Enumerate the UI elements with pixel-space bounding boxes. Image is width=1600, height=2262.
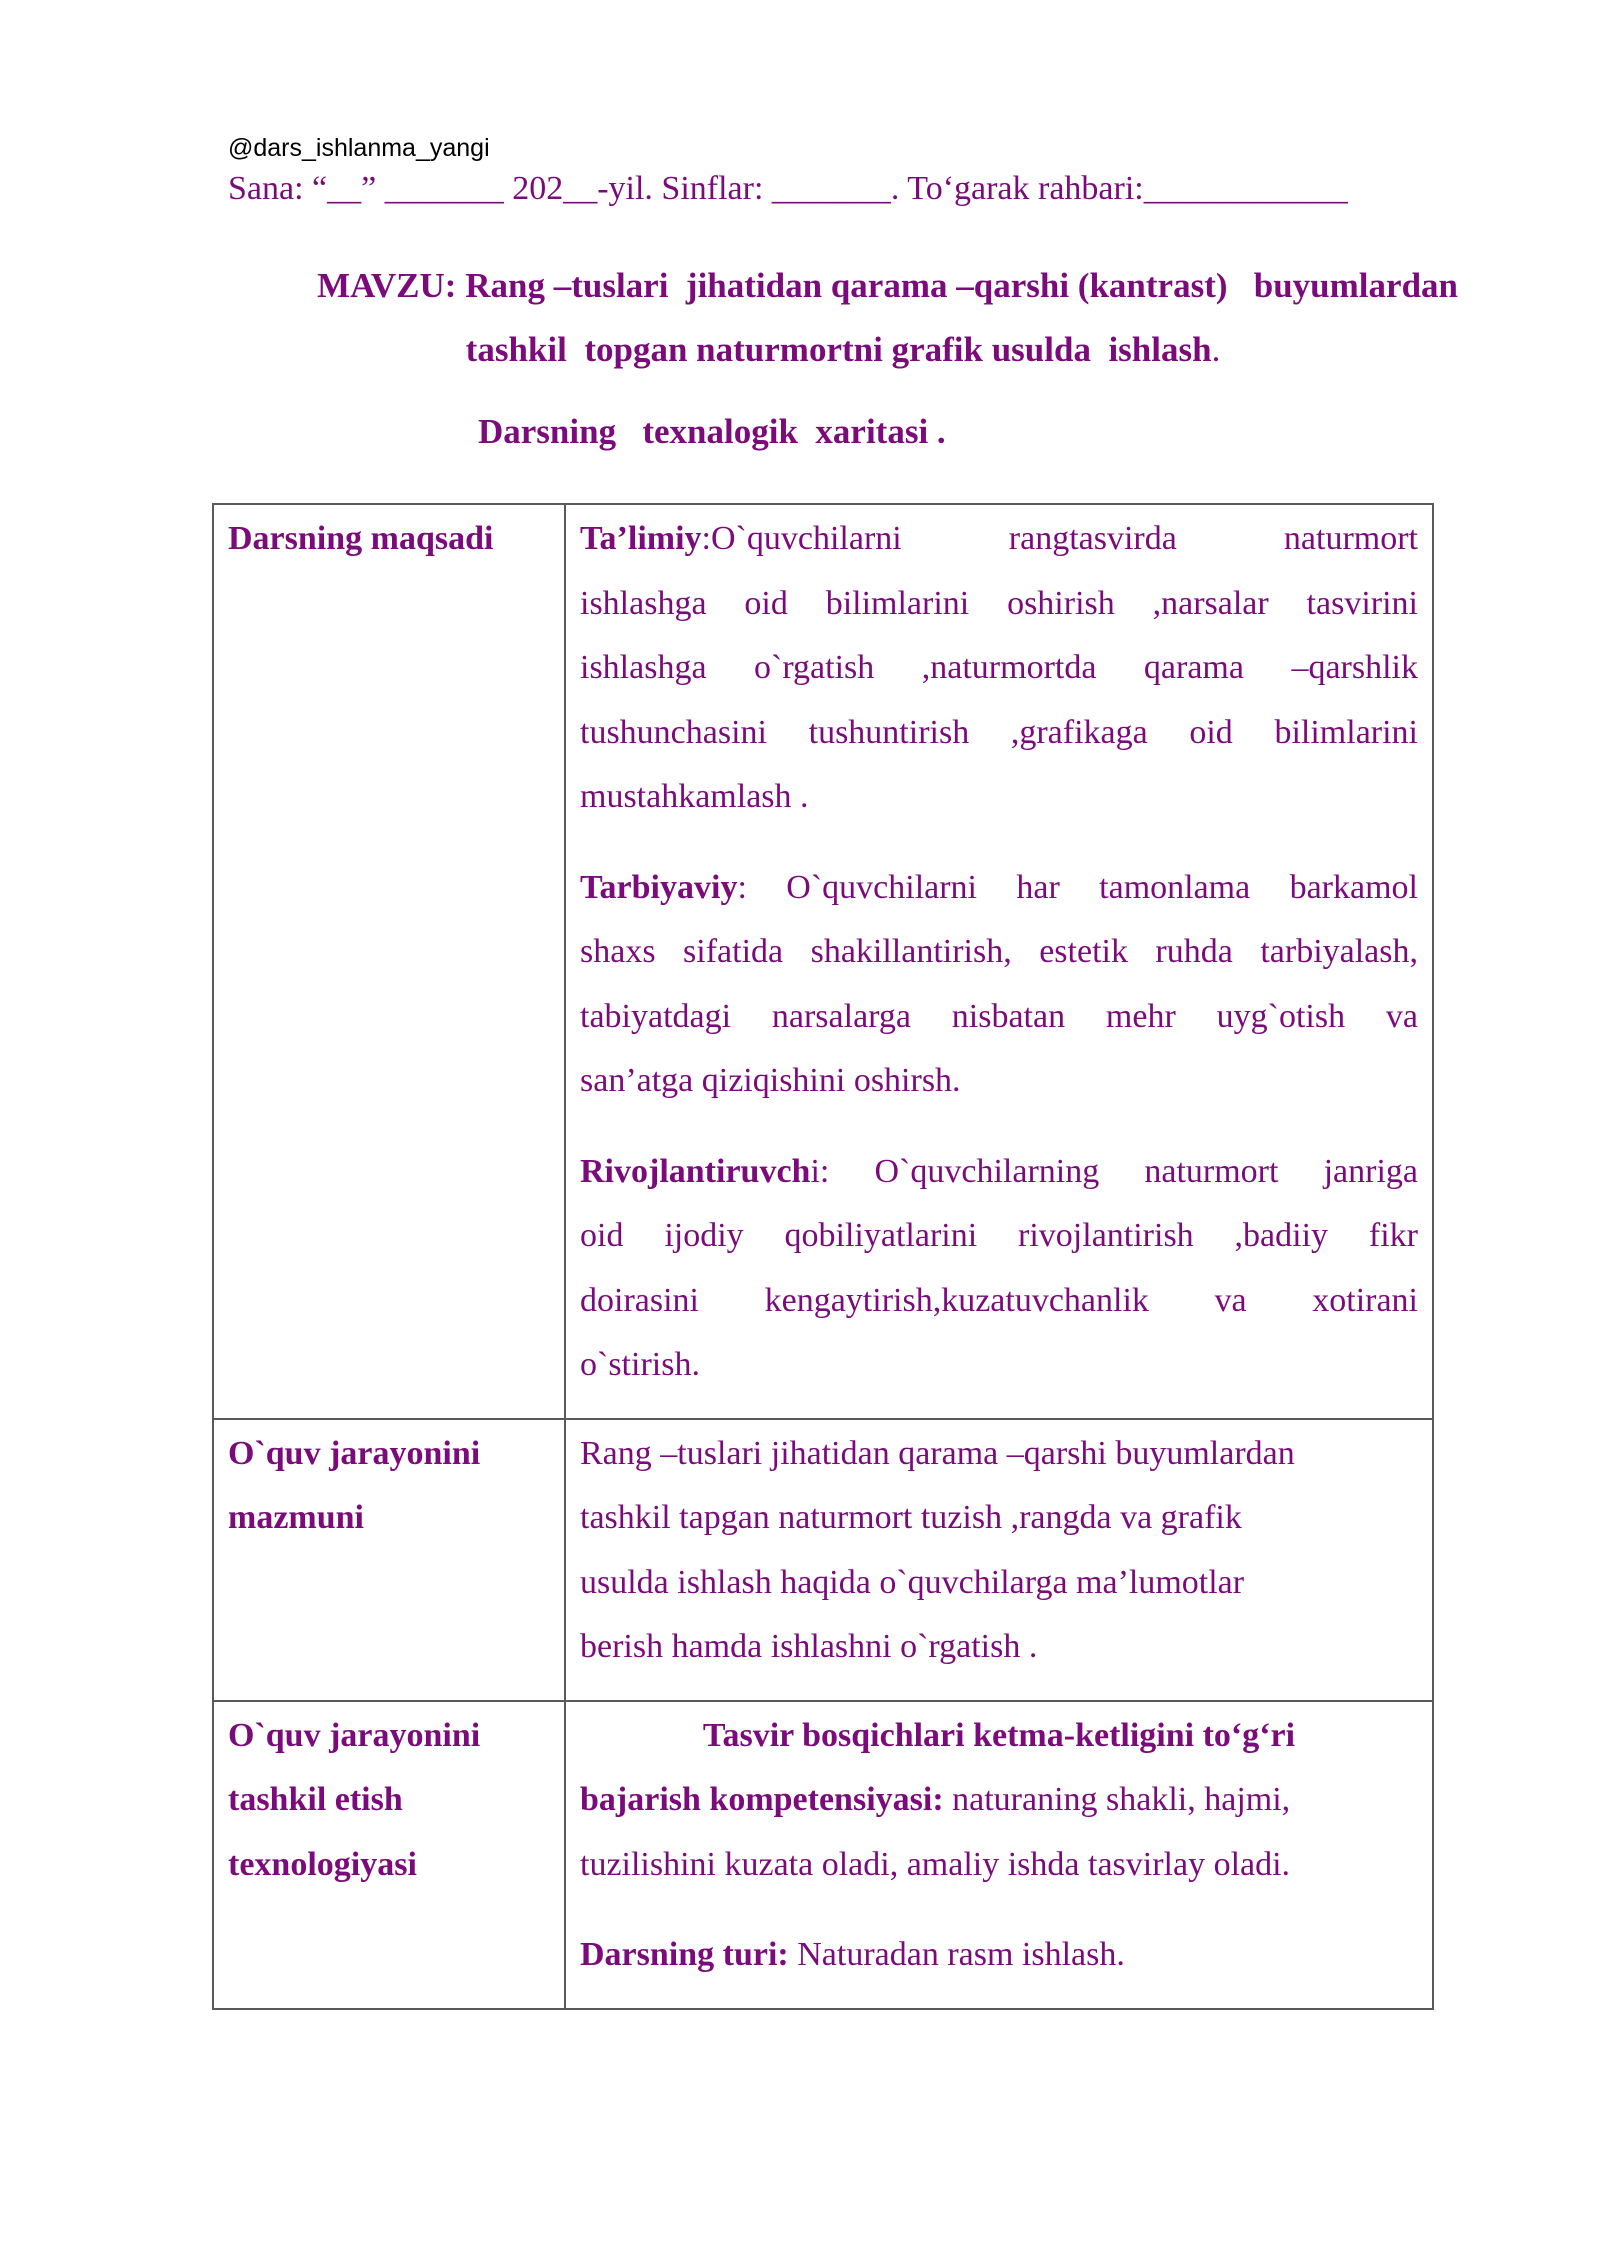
competency-line xyxy=(580,1768,1418,1833)
upbringing-line xyxy=(580,856,1418,921)
developmental-line: doirasini kengaytirish,kuzatuvchanlik va xotirani xyxy=(580,1281,1418,1319)
upbringing-goal xyxy=(580,856,1418,1114)
developmental-text: i: O`quvchilarning naturmort janriga xyxy=(810,1152,1418,1190)
content-line: tashkil tapgan naturmort tuzish ,rangda va grafik xyxy=(580,1499,1242,1536)
educational-goal xyxy=(580,507,1418,830)
competency-text: naturaning shakli, hajmi, xyxy=(943,1781,1291,1818)
content-text-cell xyxy=(565,1419,1433,1701)
educational-label: Ta’limiy xyxy=(580,520,702,557)
technology-label-cell xyxy=(213,1701,565,2009)
competency-label: bajarish kompetensiyasi: xyxy=(580,1781,944,1818)
channel-handle: @dars_ishlanma_yangi xyxy=(228,134,490,162)
educational-line xyxy=(580,507,1418,572)
content-line: berish hamda ishlashni o`rgatish . xyxy=(580,1628,1038,1665)
topic-line-1: MAVZU: Rang –tuslari jihatidan qarama –qarshi (kantrast) buyumlardan xyxy=(317,266,1458,305)
educational-line: tushunchasini tushuntirish ,grafikaga oid bilimlarini xyxy=(580,713,1418,751)
lesson-type-value: Naturadan rasm ishlash. xyxy=(788,1936,1125,1973)
table-row xyxy=(213,1701,1433,2009)
topic-line-2-text: tashkil topgan naturmortni grafik usulda ishlash xyxy=(465,330,1212,369)
topic-line-2 xyxy=(228,318,1458,382)
upbringing-line: tabiyatdagi narsalarga nisbatan mehr uyg`otish va xyxy=(580,997,1418,1035)
goal-content-cell xyxy=(565,504,1433,1419)
educational-text: :O`quvchilarni rangtasvirda naturmort xyxy=(701,520,1418,557)
content-label-line: O`quv jarayonini xyxy=(228,1434,481,1472)
educational-line: mustahkamlash . xyxy=(580,778,809,815)
topic-line-2-end: . xyxy=(1211,330,1221,369)
lesson-type xyxy=(580,1923,1418,1988)
developmental-label: Rivojlantiruvch xyxy=(580,1152,811,1190)
developmental-goal xyxy=(580,1140,1418,1398)
competency-line: tuzilishini kuzata oladi, amaliy ishda tasvirlay oladi. xyxy=(580,1845,1291,1883)
lesson-type-label: Darsning turi: xyxy=(580,1936,789,1973)
content-label-line: mazmuni xyxy=(228,1499,364,1536)
educational-line: ishlashga o`rgatish ,naturmortda qarama –qarshlik xyxy=(580,649,1418,686)
upbringing-label: Tarbiyaviy xyxy=(580,868,738,906)
lesson-topic xyxy=(228,254,1458,382)
upbringing-text: : O`quvchilarni har tamonlama barkamol xyxy=(737,868,1418,906)
table-row xyxy=(213,504,1433,1419)
educational-line: ishlashga oid bilimlarini oshirish ,narsalar tasvirini xyxy=(580,584,1418,622)
goal-label-cell xyxy=(213,504,565,1419)
technology-label-line: texnologiyasi xyxy=(228,1845,417,1883)
competency-block xyxy=(580,1704,1418,1898)
developmental-line: oid ijodiy qobiliyatlarini rivojlantirish ,badiiy fikr xyxy=(580,1217,1418,1254)
competency-heading: Tasvir bosqichlari ketma-ketligini to‘g‘ri xyxy=(702,1716,1296,1754)
goal-label: Darsning maqsadi xyxy=(228,520,494,557)
content-line: usulda ishlash haqida o`quvchilarga ma’lumotlar xyxy=(580,1563,1245,1601)
technology-label-line: O`quv jarayonini xyxy=(228,1716,481,1754)
upbringing-line: shaxs sifatida shakillantirish, estetik ruhda tarbiyalash, xyxy=(580,933,1418,970)
technology-map-table xyxy=(212,503,1434,2010)
content-label-cell xyxy=(213,1419,565,1701)
developmental-line xyxy=(580,1140,1418,1205)
technology-content-cell xyxy=(565,1701,1433,2009)
content-line: Rang –tuslari jihatidan qarama –qarshi buyumlardan xyxy=(580,1434,1295,1472)
upbringing-line: san’atga qiziqishini oshirsh. xyxy=(580,1062,961,1099)
tech-map-heading: Darsning texnalogik xaritasi . xyxy=(478,412,946,451)
table-row xyxy=(213,1419,1433,1701)
developmental-line: o`stirish. xyxy=(580,1346,700,1383)
date-class-leader-line: Sana: “__” _______ 202__-yil. Sinflar: _______. To‘garak rahbari:____________ xyxy=(228,170,1348,207)
technology-label-line: tashkil etish xyxy=(228,1781,403,1818)
